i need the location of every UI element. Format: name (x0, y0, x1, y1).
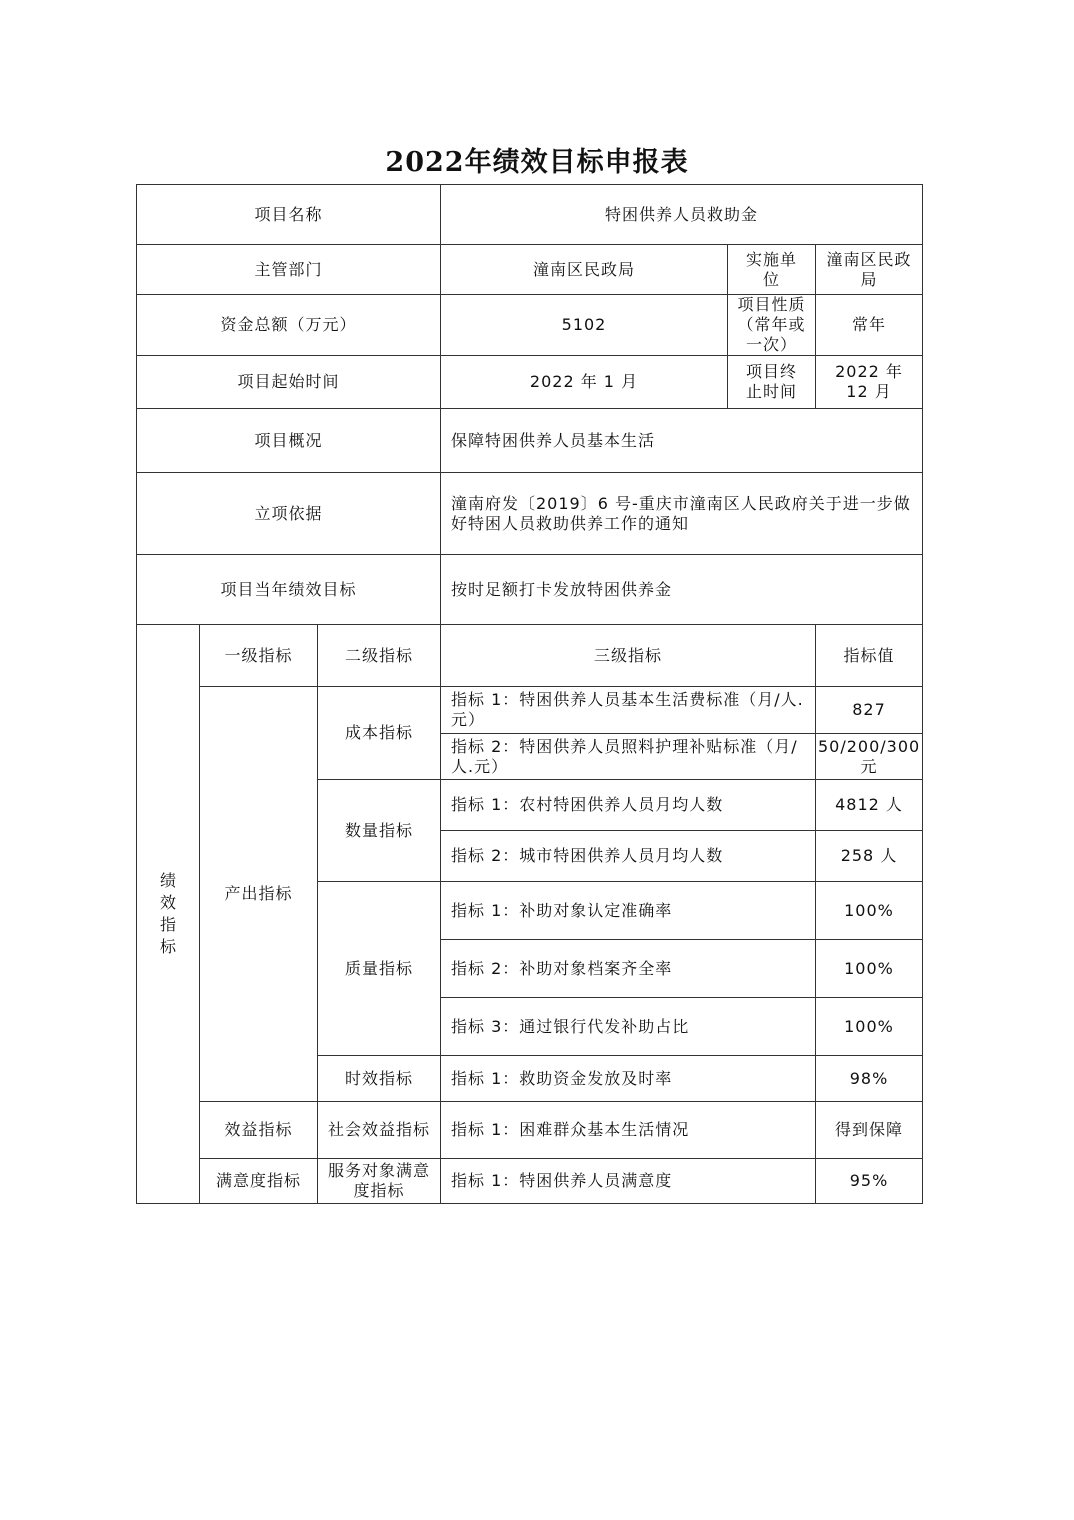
row-project-name (137, 185, 923, 245)
goal-value: 按时足额打卡发放特困供养金 (441, 555, 923, 625)
basis-value: 潼南府发〔2019〕6 号-重庆市潼南区人民政府关于进一步做好特困人员救助供养工作的通知 (441, 473, 923, 555)
project-nature-label: 项目性质（常年或一次） (728, 295, 816, 356)
quantity-indicator-label: 数量指标 (318, 780, 441, 882)
performance-goal-table (136, 184, 923, 1204)
start-time-value: 2022 年 1 月 (441, 356, 728, 409)
benefit-indicator-label: 效益指标 (200, 1102, 318, 1159)
indicator-header-row (137, 625, 923, 687)
indicator-value: 100% (816, 940, 923, 998)
indicator-text: 指标 1：补助对象认定准确率 (441, 882, 816, 940)
total-funds-label: 资金总额（万元） (137, 295, 441, 356)
page-title: 2022年绩效目标申报表 (385, 147, 689, 178)
department-value: 潼南区民政局 (441, 245, 728, 295)
header-level2: 二级指标 (318, 625, 441, 687)
basis-label: 立项依据 (137, 473, 441, 555)
implementing-unit-label: 实施单位 (728, 245, 816, 295)
overview-value: 保障特困供养人员基本生活 (441, 409, 923, 473)
indicator-value: 95% (816, 1159, 923, 1204)
department-label: 主管部门 (137, 245, 441, 295)
indicator-text: 指标 2：补助对象档案齐全率 (441, 940, 816, 998)
total-funds-value: 5102 (441, 295, 728, 356)
header-value: 指标值 (816, 625, 923, 687)
output-indicator-label: 产出指标 (200, 687, 318, 1102)
row-goal (137, 555, 923, 625)
header-level1: 一级指标 (200, 625, 318, 687)
indicator-text: 指标 1：救助资金发放及时率 (441, 1056, 816, 1102)
goal-label: 项目当年绩效目标 (137, 555, 441, 625)
section-label: 绩效指标 (137, 625, 200, 1204)
project-name-value: 特困供养人员救助金 (441, 185, 923, 245)
table-row (137, 1102, 923, 1159)
indicator-value: 50/200/300 元 (816, 734, 923, 780)
row-funds (137, 295, 923, 356)
indicator-value: 100% (816, 998, 923, 1056)
project-nature-value: 常年 (816, 295, 923, 356)
indicator-text: 指标 1：农村特困供养人员月均人数 (441, 780, 816, 831)
service-satisfaction-label: 服务对象满意度指标 (318, 1159, 441, 1204)
end-time-label: 项目终止时间 (728, 356, 816, 409)
row-overview (137, 409, 923, 473)
end-time-value: 2022 年 12 月 (816, 356, 923, 409)
indicator-text: 指标 2：城市特困供养人员月均人数 (441, 831, 816, 882)
header-level3: 三级指标 (441, 625, 816, 687)
quality-indicator-label: 质量指标 (318, 882, 441, 1056)
indicator-value: 100% (816, 882, 923, 940)
social-benefit-label: 社会效益指标 (318, 1102, 441, 1159)
implementing-unit-value: 潼南区民政局 (816, 245, 923, 295)
indicator-text: 指标 2：特困供养人员照料护理补贴标准（月/人.元） (441, 734, 816, 780)
indicator-value: 98% (816, 1056, 923, 1102)
start-time-label: 项目起始时间 (137, 356, 441, 409)
table-row (137, 1159, 923, 1204)
overview-label: 项目概况 (137, 409, 441, 473)
timeliness-indicator-label: 时效指标 (318, 1056, 441, 1102)
row-basis (137, 473, 923, 555)
satisfaction-indicator-label: 满意度指标 (200, 1159, 318, 1204)
indicator-text: 指标 1：困难群众基本生活情况 (441, 1102, 816, 1159)
indicator-text: 指标 3：通过银行代发补助占比 (441, 998, 816, 1056)
indicator-text: 指标 1：特困供养人员基本生活费标准（月/人.元） (441, 687, 816, 734)
cost-indicator-label: 成本指标 (318, 687, 441, 780)
row-dates (137, 356, 923, 409)
indicator-value: 4812 人 (816, 780, 923, 831)
table-row (137, 687, 923, 734)
project-name-label: 项目名称 (137, 185, 441, 245)
indicator-text: 指标 1：特困供养人员满意度 (441, 1159, 816, 1204)
row-department (137, 245, 923, 295)
indicator-value: 827 (816, 687, 923, 734)
indicator-value: 得到保障 (816, 1102, 923, 1159)
indicator-value: 258 人 (816, 831, 923, 882)
